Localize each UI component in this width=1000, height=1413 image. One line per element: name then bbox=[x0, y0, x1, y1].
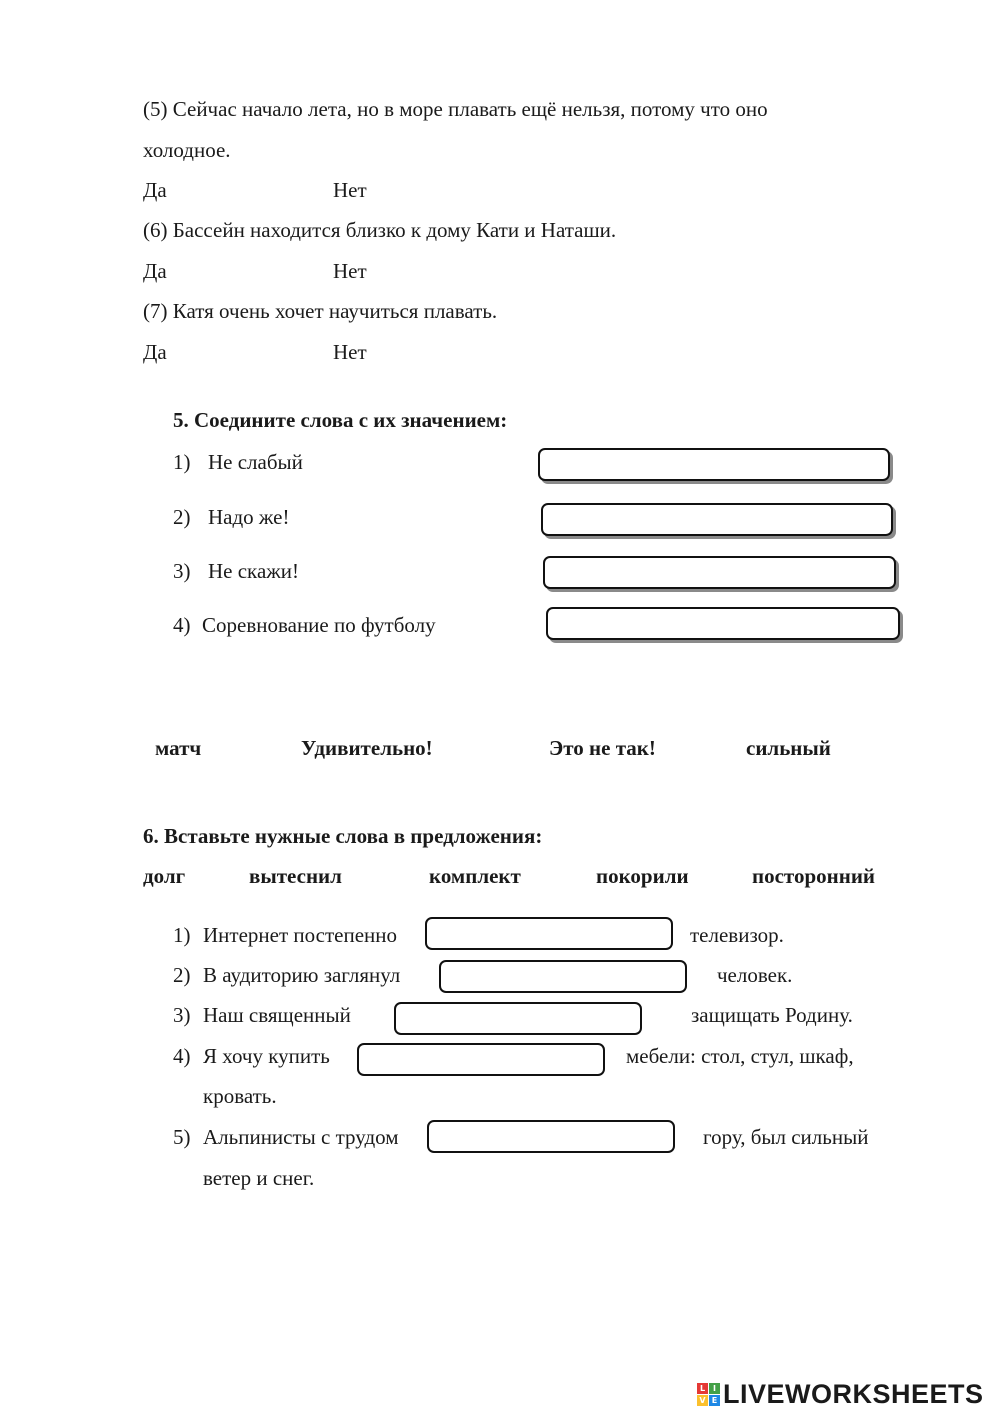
task5-answer-box-1[interactable] bbox=[538, 448, 890, 481]
task6-sentence-cont: ветер и снег. bbox=[203, 1166, 315, 1190]
task6-sentence-num: 2) bbox=[173, 963, 191, 987]
task5-item-num: 3) bbox=[173, 559, 191, 583]
task6-title: 6. Вставьте нужные слова в предложения: bbox=[143, 824, 543, 848]
q6-no-option[interactable]: Нет bbox=[333, 259, 367, 283]
task5-item-text: Не слабый bbox=[208, 450, 303, 474]
task6-answer-box-4[interactable] bbox=[357, 1043, 605, 1076]
question-7: (7) Катя очень хочет научиться плавать. bbox=[143, 299, 498, 323]
task5-option: сильный bbox=[746, 736, 831, 760]
task6-sentence-num: 3) bbox=[173, 1003, 191, 1027]
q5-yes-option[interactable]: Да bbox=[143, 178, 167, 202]
task6-sentence-before: Наш священный bbox=[203, 1003, 351, 1027]
question-6: (6) Бассейн находится близко к дому Кати и Наташи. bbox=[143, 218, 617, 242]
task5-option: матч bbox=[155, 736, 202, 760]
task5-option: Это не так! bbox=[549, 736, 656, 760]
q5-no-option[interactable]: Нет bbox=[333, 178, 367, 202]
logo-tile: E bbox=[709, 1395, 720, 1406]
task6-sentence-num: 5) bbox=[173, 1125, 191, 1149]
task5-item-text: Соревнование по футболу bbox=[202, 613, 436, 637]
task5-item-num: 4) bbox=[173, 613, 191, 637]
task6-sentence-num: 1) bbox=[173, 923, 191, 947]
question-5-line2: холодное. bbox=[143, 138, 231, 162]
q6-yes-option[interactable]: Да bbox=[143, 259, 167, 283]
task6-answer-box-1[interactable] bbox=[425, 917, 673, 950]
task6-sentence-after: гору, был сильный bbox=[703, 1125, 869, 1149]
q7-no-option[interactable]: Нет bbox=[333, 340, 367, 364]
task6-sentence-after: мебели: стол, стул, шкаф, bbox=[626, 1044, 854, 1068]
task6-sentence-after: телевизор. bbox=[690, 923, 784, 947]
task5-item-text: Не скажи! bbox=[208, 559, 300, 583]
task5-item-text: Надо же! bbox=[208, 505, 290, 529]
logo-tile: I bbox=[709, 1383, 720, 1394]
task6-word: комплект bbox=[429, 864, 521, 888]
task6-word: вытеснил bbox=[249, 864, 342, 888]
task6-answer-box-3[interactable] bbox=[394, 1002, 642, 1035]
task5-answer-box-3[interactable] bbox=[543, 556, 896, 589]
task5-item-num: 1) bbox=[173, 450, 191, 474]
task6-word: покорили bbox=[596, 864, 689, 888]
task6-sentence-before: Интернет постепенно bbox=[203, 923, 398, 947]
task6-sentence-after: человек. bbox=[717, 963, 793, 987]
task6-sentence-before: Я хочу купить bbox=[203, 1044, 330, 1068]
task5-item-num: 2) bbox=[173, 505, 191, 529]
task6-sentence-after: защищать Родину. bbox=[691, 1003, 853, 1027]
task6-sentence-before: В аудиторию заглянул bbox=[203, 963, 401, 987]
logo-tile: V bbox=[697, 1395, 708, 1406]
question-5-line1: (5) Сейчас начало лета, но в море плавать ещё нельзя, потому что оно bbox=[143, 97, 768, 121]
task5-answer-box-4[interactable] bbox=[546, 607, 900, 640]
task6-sentence-cont: кровать. bbox=[203, 1084, 277, 1108]
task6-sentence-before: Альпинисты с трудом bbox=[203, 1125, 399, 1149]
liveworksheets-logo-icon bbox=[697, 1383, 720, 1406]
logo-text: LIVEWORKSHEETS bbox=[723, 1378, 984, 1409]
task6-word: посторонний bbox=[752, 864, 876, 888]
task5-answer-box-2[interactable] bbox=[541, 503, 893, 536]
task6-word: долг bbox=[143, 864, 186, 888]
task6-answer-box-5[interactable] bbox=[427, 1120, 675, 1153]
task6-answer-box-2[interactable] bbox=[439, 960, 687, 993]
task5-title: 5. Соедините слова с их значением: bbox=[173, 408, 508, 432]
q7-yes-option[interactable]: Да bbox=[143, 340, 167, 364]
logo-tile: L bbox=[697, 1383, 708, 1394]
task6-sentence-num: 4) bbox=[173, 1044, 191, 1068]
task5-option: Удивительно! bbox=[301, 736, 433, 760]
liveworksheets-logo bbox=[697, 1378, 984, 1410]
